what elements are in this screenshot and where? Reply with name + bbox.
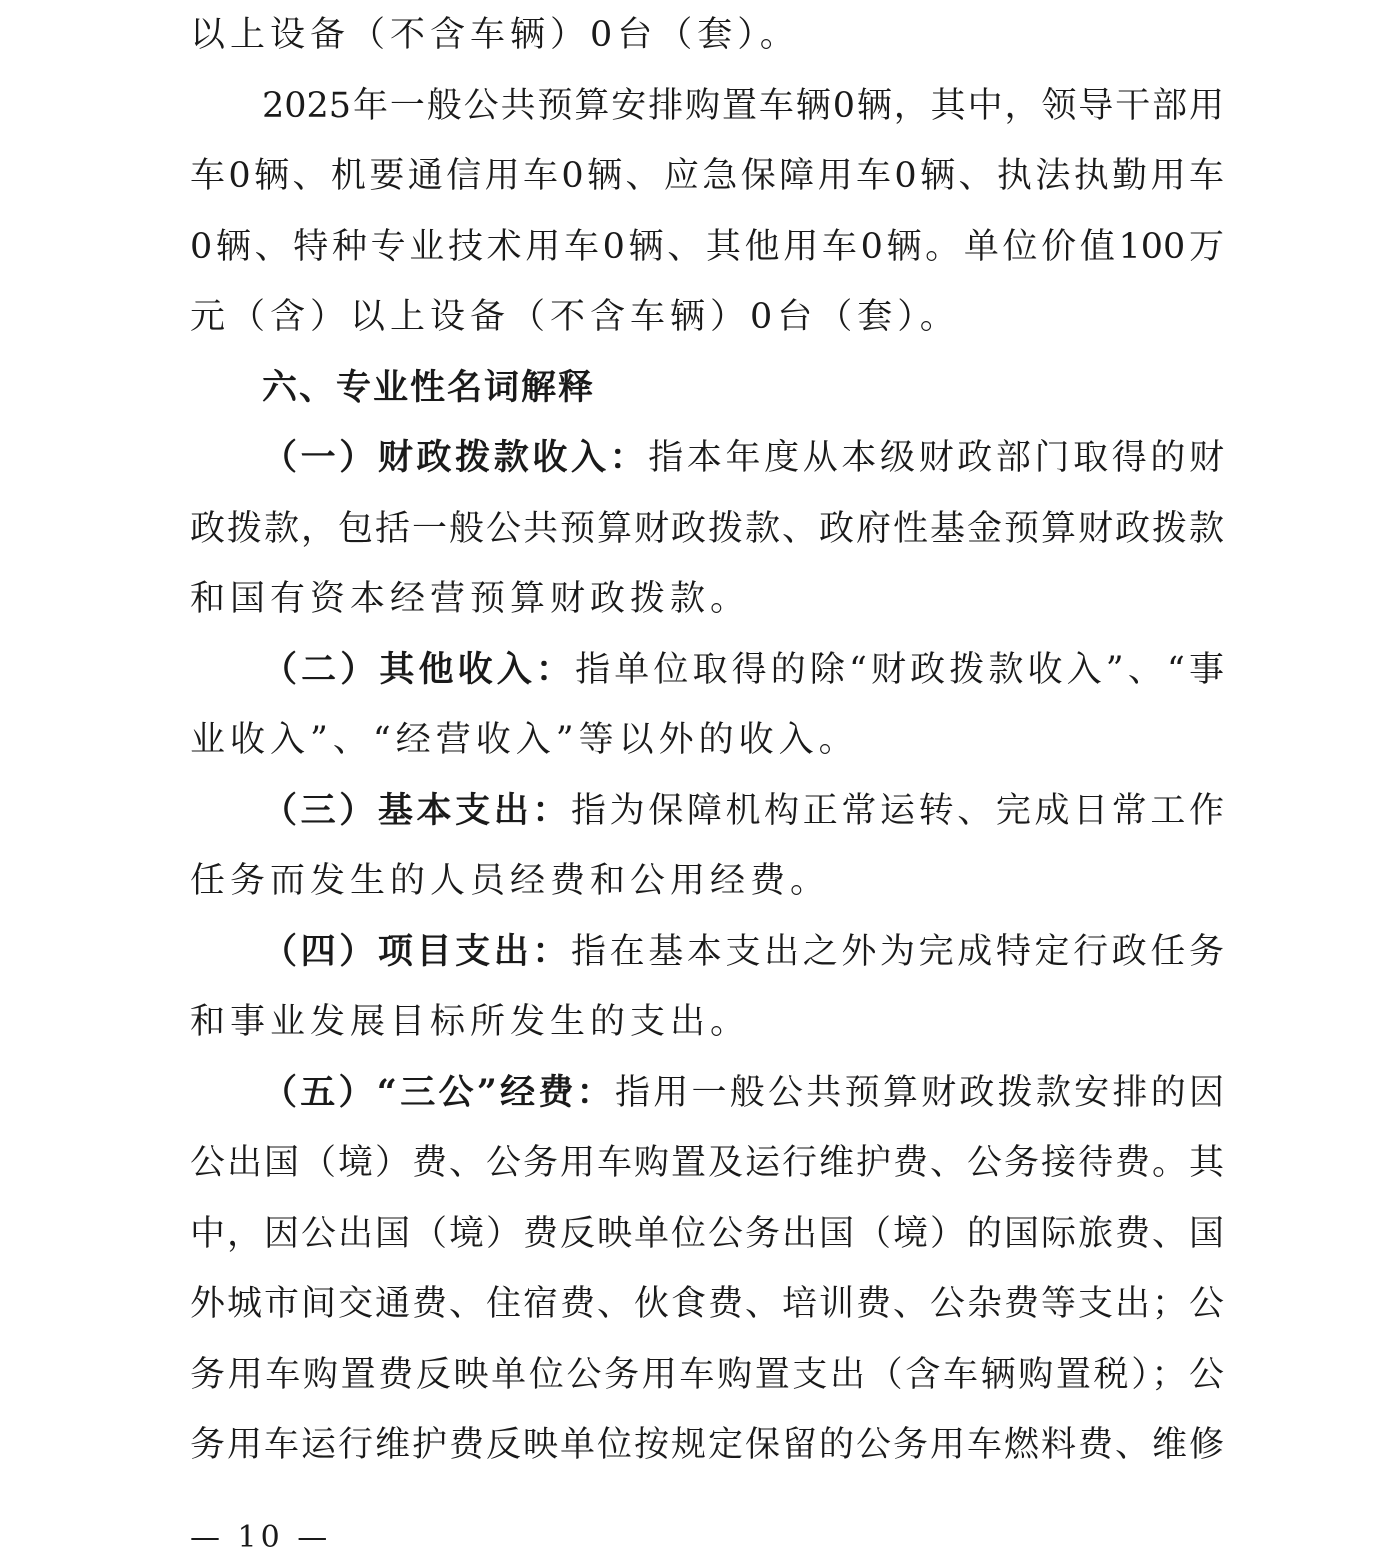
section-heading: 六、专业性名词解释 bbox=[262, 367, 596, 408]
text-line: 和国有资本经营预算财政拨款。 bbox=[190, 579, 751, 619]
definition-text: 指本年度从本级财政部门取得的财 bbox=[648, 438, 1224, 478]
text-line: 业收入”、“经营收入”等以外的收入。 bbox=[190, 720, 859, 760]
definition-first-line bbox=[190, 635, 1224, 706]
definition-term: （四）项目支出： bbox=[262, 930, 571, 972]
text-line: 公出国（境）费、公务用车购置及运行维护费、公务接待费。其 bbox=[190, 1143, 1224, 1183]
text-line: 务用车运行维护费反映单位按规定保留的公务用车燃料费、维修 bbox=[190, 1425, 1224, 1465]
text-line: 车0辆、机要通信用车0辆、应急保障用车0辆、执法执勤用车 bbox=[190, 156, 1224, 196]
definition-term: （二）其他收入： bbox=[262, 648, 576, 690]
text-line: 任务而发生的人员经费和公用经费。 bbox=[190, 861, 831, 901]
text-line: 以上设备（不含车辆）0台（套）。 bbox=[190, 15, 800, 55]
definition-text: 指单位取得的除“财政拨款收入”、“事 bbox=[575, 649, 1224, 690]
text-line: 中，因公出国（境）费反映单位公务出国（境）的国际旅费、国 bbox=[190, 1213, 1224, 1254]
text-line: 2025年一般公共预算安排购置车辆0辆，其中，领导干部用 bbox=[262, 85, 1224, 126]
text-line: 政拨款，包括一般公共预算财政拨款、政府性基金预算财政拨款 bbox=[190, 508, 1224, 549]
definition-text: 指在基本支出之外为完成特定行政任务 bbox=[571, 931, 1224, 972]
definition-first-line bbox=[190, 917, 1224, 988]
text-line: 元（含）以上设备（不含车辆）0台（套）。 bbox=[190, 297, 960, 337]
definition-first-line bbox=[190, 1058, 1224, 1129]
definition-term: （三）基本支出： bbox=[262, 789, 571, 831]
definition-term: （一）财政拨款收入： bbox=[262, 437, 649, 478]
text-line: 务用车购置费反映单位公务用车购置支出（含车辆购置税）；公 bbox=[190, 1354, 1224, 1395]
page-number: — 10 — bbox=[190, 1520, 332, 1555]
document-body bbox=[190, 0, 1224, 1481]
text-line: 0辆、特种专业技术用车0辆、其他用车0辆。单位价值100万 bbox=[190, 226, 1224, 267]
text-line: 外城市间交通费、住宿费、伙食费、培训费、公杂费等支出；公 bbox=[190, 1284, 1224, 1324]
text-line: 和事业发展目标所发生的支出。 bbox=[190, 1002, 751, 1042]
definition-text: 指用一般公共预算财政拨款安排的因 bbox=[614, 1072, 1224, 1113]
definition-first-line bbox=[190, 776, 1224, 847]
definition-text: 指为保障机构正常运转、完成日常工作 bbox=[571, 790, 1224, 831]
definition-term: （五）“三公”经费： bbox=[262, 1071, 615, 1113]
definition-first-line bbox=[190, 423, 1224, 494]
